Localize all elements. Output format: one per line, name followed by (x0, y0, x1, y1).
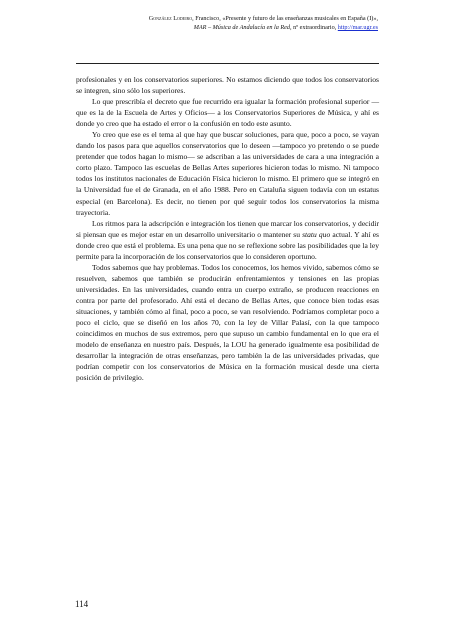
body-text (76, 74, 379, 383)
page-number: 114 (75, 599, 89, 609)
paragraph: Todos sabemos que hay problemas. Todos los conocemos, los hemos vivido, sabemos cómo se resuelven, sabemos que también se producirán enfrentamientos y tensiones en las propias universidades. En las universidades, cuando entra un cuerpo extraño, se producen reacciones en contra por parte del profesorado. Ahí está el decano de Bellas Artes, que conoce bien todas esas situaciones, y también cómo al final, poco a poco, se van resolviendo. Podríamos completar poco a poco el ciclo, que se diseñó en los años 70, con la ley de Villar Palasí, con la que tampoco coincidimos en muchos de sus extremos, pero que supuso un cambio fundamental en lo que era el modelo de enseñanza en nuestro país. Después, la LOU ha generado igualmente esa posibilidad de desarrollar la integración de otras enseñanzas, pero también la de las universidades privadas, que podrían competir con los conservatorios de Música en la formación musical desde una cierta posición de privilegio. (76, 262, 379, 383)
header-url-link[interactable]: http://mar.ugr.es (337, 24, 378, 31)
paragraph-emphasis: statu quo (302, 229, 331, 239)
paragraph: Yo creo que ese es el tema al que hay que buscar soluciones, para que, poco a poco, se vayan dando los pasos para que aquellos conservatorios que lo deseen —tampoco yo pretendo o se puede pretender que todos hagan lo mismo— se adscriban a las universidades de cara a una integración a corto plazo. Tampoco las escuelas de Bellas Artes superiores hicieron todas lo mismo. Ni tampoco todos los institutos nacionales de Educación Física hicieron lo mismo. El primero que se integró en la Universidad fue el de Granada, en el año 1988. Pero en Cataluña siguen todavía con un estatus especial (en Barcelona). Es decir, no tienen por qué seguir todos los conservatorios la misma trayectoria. (76, 130, 379, 217)
header-author: González Lodeiro (148, 15, 193, 22)
header-citation: , Francisco, «Presente y futuro de las enseñanzas musicales en España (I)», (192, 15, 378, 22)
paragraph-text: actual. Y ahí es donde creo que está el problema. Es una pena que no se reflexione sobre las posibilidades que la ley permite para la incorporación de los conservatorios que lo consideren oportuno. (76, 229, 379, 261)
header-issue: , nº extraordinario, (289, 24, 338, 31)
header-journal: MAR – Música de Andalucía en la Red (193, 24, 290, 31)
paragraph: profesionales y en los conservatorios superiores. No estamos diciendo que todos los conservatorios se integren, sino sólo los superiores. (76, 75, 379, 96)
paragraph (76, 218, 379, 262)
paragraph-text: Los ritmos para la adscripción e integración los tienen que marcar los conservatorios, y decidir si piensan que es mejor estar en un desarrollo universitario o mantener su (76, 218, 379, 239)
paragraph: Lo que prescribía el decreto que fue recurrido era igualar la formación profesional superior —que es la de la Escuela de Artes y Oficios— a los Conservatorios Superiores de Música, y ahí es donde yo creo que ha estado el error o la confusión en todo este asunto. (76, 97, 379, 129)
header-divider (76, 63, 379, 64)
running-header (76, 14, 378, 32)
